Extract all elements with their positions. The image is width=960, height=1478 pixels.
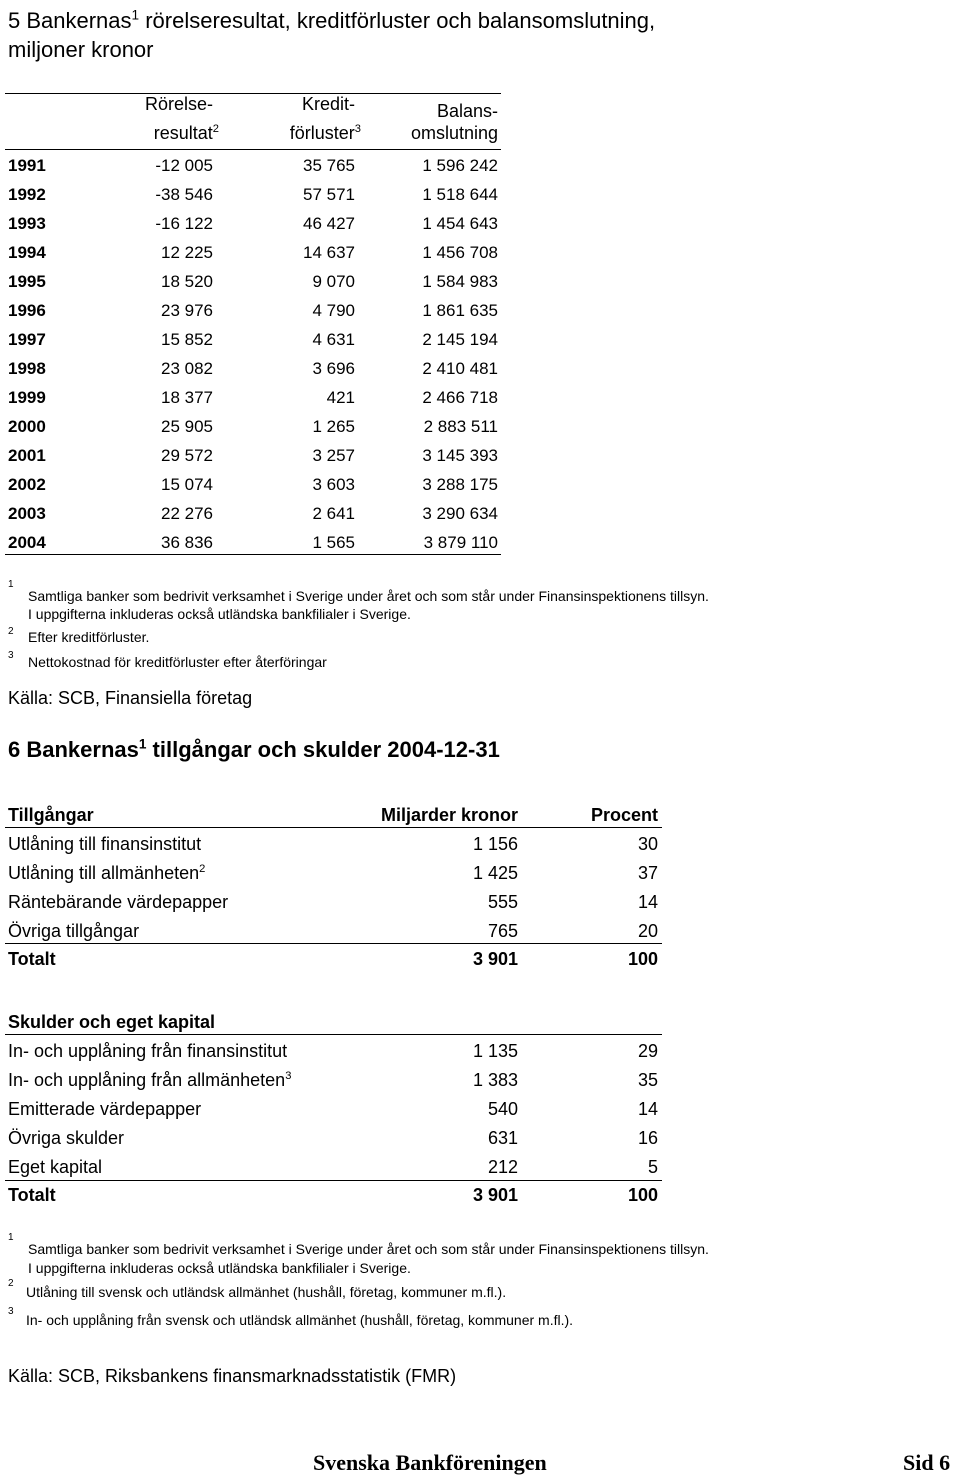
procent-cell: 14 [637,1099,658,1119]
title-prefix: 5 Bankernas [8,8,132,33]
year-cell: 2002 [8,475,46,494]
rorelseresultat-cell: 22 276 [161,504,213,523]
table-row [0,271,510,300]
title-rest: rörelseresultat, kreditförluster och balansomslutning, [139,8,656,33]
balansomslutning-cell: 2 145 194 [422,330,498,349]
miljarder-cell: 765 [487,921,518,941]
table-row [0,242,510,271]
row-label [8,1069,291,1091]
procent-cell: 5 [647,1157,658,1177]
balansomslutning-cell: 1 861 635 [422,301,498,320]
t6-assets-total-v2: 100 [627,949,658,969]
kreditforluster-cell: 421 [326,388,355,407]
table-row [0,1127,670,1156]
title-sup: 1 [131,7,140,23]
kreditforluster-cell: 9 070 [312,272,355,291]
balansomslutning-cell: 2 883 511 [423,417,498,436]
t5-fn3-mark: 3 [8,650,14,661]
table-row [0,1098,670,1127]
balansomslutning-cell: 3 288 175 [422,475,498,494]
rorelseresultat-cell: 29 572 [161,446,213,465]
section6-title [8,737,500,763]
table-row [0,213,510,242]
t5-col2-sup: 3 [354,123,361,135]
table-row [0,300,510,329]
procent-cell: 14 [637,892,658,912]
t5-fn1-mark: 1 [8,579,14,590]
table-row [0,1040,670,1069]
row-label [8,833,201,855]
table-row [0,387,510,416]
t5-fn2-mark: 2 [8,626,14,637]
title6-rest: tillgångar och skulder 2004-12-31 [146,737,500,762]
miljarder-cell: 212 [487,1157,518,1177]
rorelseresultat-cell: 23 976 [161,301,213,320]
row-label-text: In- och upplåning från allmänheten [8,1070,286,1090]
kreditforluster-cell: 3 696 [312,359,355,378]
procent-cell: 29 [637,1041,658,1061]
t5-fn1-line2: I uppgifterna inkluderas också utländska bankfilialer i Sverige. [28,606,411,622]
rorelseresultat-cell: 25 905 [161,417,213,436]
year-cell: 1991 [8,156,46,175]
table5-header-rule [5,149,501,150]
t5-col2-line1: Kredit- [301,94,355,114]
rorelseresultat-cell: 36 836 [161,533,213,552]
row-label [8,862,205,884]
procent-cell: 35 [637,1070,658,1090]
row-label-text: Räntebärande värdepapper [8,892,229,912]
t6-fn3: In- och upplåning från svensk och utländsk allmänhet (hushåll, företag, kommuner m.fl.). [26,1312,574,1328]
kreditforluster-cell: 57 571 [303,185,355,204]
year-cell: 2004 [8,533,46,552]
year-cell: 1992 [8,185,46,204]
t5-col1-line2 [154,123,219,144]
t6-liab-total-v2: 100 [627,1185,658,1205]
t6-liab-header-row [0,1011,670,1040]
procent-cell: 37 [637,863,658,883]
balansomslutning-cell: 1 518 644 [422,185,498,204]
year-cell: 2003 [8,504,46,523]
table-row [0,474,510,503]
table-row [0,445,510,474]
t5-col3-line1: Balans- [436,101,498,121]
table5-top-rule [5,93,501,94]
balansomslutning-cell: 3 290 634 [422,504,498,523]
miljarder-cell: 1 425 [472,863,518,883]
year-cell: 1997 [8,330,46,349]
t6-assets-header-rule [5,827,662,828]
t6-fn2-mark: 2 [8,1278,14,1289]
t5-col1-line1: Rörelse- [144,94,213,114]
row-label [8,1127,124,1149]
t6-liab-header-rule [5,1034,662,1035]
table-row [0,532,510,561]
t6-col-v2: Procent [590,805,658,825]
miljarder-cell: 1 135 [472,1041,518,1061]
row-label [8,920,139,942]
balansomslutning-cell: 1 454 643 [422,214,498,233]
row-label [8,1098,201,1120]
balansomslutning-cell: 3 145 393 [422,446,498,465]
kreditforluster-cell: 2 641 [312,504,355,523]
table-row [0,358,510,387]
row-label-text: Övriga skulder [8,1128,125,1148]
page-number: Sid 6 [903,1450,951,1475]
miljarder-cell: 1 156 [472,834,518,854]
t6-fn2: Utlåning till svensk och utländsk allmänhet (hushåll, företag, kommuner m.fl.). [26,1284,507,1300]
rorelseresultat-cell: 18 520 [161,272,213,291]
table-row [0,920,670,949]
table-row [0,329,510,358]
t6-fn1-line1: Samtliga banker som bedrivit verksamhet i Sverige under året och som står under Finansinspektionens tillsyn. [28,1241,709,1257]
title6-sup: 1 [138,736,147,752]
kreditforluster-cell: 35 765 [303,156,355,175]
rorelseresultat-cell: -38 546 [155,185,213,204]
row-label-text: Övriga tillgångar [8,921,140,941]
row-label [8,1156,102,1178]
row-label-sup: 3 [285,1070,292,1082]
row-label-sup: 2 [199,863,206,875]
rorelseresultat-cell: 23 082 [161,359,213,378]
procent-cell: 20 [637,921,658,941]
table-row [0,184,510,213]
title6-prefix: 6 Bankernas [8,737,139,762]
balansomslutning-cell: 1 596 242 [422,156,498,175]
miljarder-cell: 555 [487,892,518,912]
rorelseresultat-cell: 15 074 [161,475,213,494]
kreditforluster-cell: 3 257 [312,446,355,465]
year-cell: 2001 [8,446,46,465]
t5-col2-text: förluster [289,123,355,143]
section5-title [8,6,655,35]
balansomslutning-cell: 2 410 481 [422,359,498,378]
year-cell: 1995 [8,272,46,291]
section5-title-line2: miljoner kronor [8,37,154,62]
t6-fn1-line2: I uppgifterna inkluderas också utländska bankfilialer i Sverige. [28,1260,411,1276]
miljarder-cell: 1 383 [472,1070,518,1090]
t5-col1-text: resultat [153,123,213,143]
t6-liab-total-v1: 3 901 [472,1185,518,1205]
t6-assets-total-rule [5,943,662,944]
kreditforluster-cell: 1 565 [312,533,355,552]
t6-assets-header-row [0,804,670,833]
procent-cell: 16 [637,1128,658,1148]
table-row [0,1069,670,1098]
row-label-text: Utlåning till allmänheten [8,863,200,883]
procent-cell: 30 [637,834,658,854]
table5-bottom-rule [5,554,501,555]
rorelseresultat-cell: -12 005 [155,156,213,175]
year-cell: 1993 [8,214,46,233]
footer-brand: Svenska Bankföreningen [313,1450,547,1475]
miljarder-cell: 631 [487,1128,518,1148]
table-row [0,891,670,920]
table-row [0,862,670,891]
rorelseresultat-cell: -16 122 [155,214,213,233]
t6-fn3-mark: 3 [8,1306,14,1317]
balansomslutning-cell: 2 466 718 [422,388,498,407]
row-label-text: Utlåning till finansinstitut [8,834,202,854]
row-label [8,1040,287,1062]
balansomslutning-cell: 3 879 110 [423,533,498,552]
t6-col-v1: Miljarder kronor [380,805,518,825]
rorelseresultat-cell: 18 377 [161,388,213,407]
year-cell: 2000 [8,417,46,436]
table-row [0,503,510,532]
kreditforluster-cell: 4 631 [312,330,355,349]
balansomslutning-cell: 1 456 708 [422,243,498,262]
t6-liab-header: Skulder och eget kapital [8,1012,216,1032]
t6-liab-total-row [0,1184,670,1213]
t5-col2-line2 [290,123,361,144]
year-cell: 1994 [8,243,46,262]
table-row [0,155,510,184]
kreditforluster-cell: 14 637 [303,243,355,262]
kreditforluster-cell: 46 427 [303,214,355,233]
rorelseresultat-cell: 12 225 [161,243,213,262]
t5-fn3: Nettokostnad för kreditförluster efter återföringar [28,654,327,670]
t5-col3-line2: omslutning [410,123,498,143]
rorelseresultat-cell: 15 852 [161,330,213,349]
kreditforluster-cell: 4 790 [312,301,355,320]
t6-assets-total-row [0,948,670,977]
year-cell: 1999 [8,388,46,407]
t5-fn2: Efter kreditförluster. [28,629,150,645]
t6-liab-total-rule [5,1180,662,1181]
year-cell: 1998 [8,359,46,378]
section5-source: Källa: SCB, Finansiella företag [8,688,253,708]
row-label-text: Eget kapital [8,1157,103,1177]
kreditforluster-cell: 1 265 [312,417,355,436]
row-label-text: Emitterade värdepapper [8,1099,202,1119]
kreditforluster-cell: 3 603 [312,475,355,494]
balansomslutning-cell: 1 584 983 [422,272,498,291]
t6-liab-total-label: Totalt [8,1185,56,1205]
t5-fn1-line1: Samtliga banker som bedrivit verksamhet i Sverige under året och som står under Finansinspektionens tillsyn. [28,588,709,604]
t6-assets-header: Tillgångar [8,805,94,825]
table-row [0,833,670,862]
table-row [0,416,510,445]
row-label [8,891,228,913]
t6-assets-total-label: Totalt [8,949,56,969]
year-cell: 1996 [8,301,46,320]
t6-fn1-mark: 1 [8,1232,14,1243]
t5-col1-sup: 2 [212,123,219,135]
row-label-text: In- och upplåning från finansinstitut [8,1041,288,1061]
t6-assets-total-v1: 3 901 [472,949,518,969]
section6-source: Källa: SCB, Riksbankens finansmarknadsstatistik (FMR) [8,1366,457,1386]
miljarder-cell: 540 [487,1099,518,1119]
